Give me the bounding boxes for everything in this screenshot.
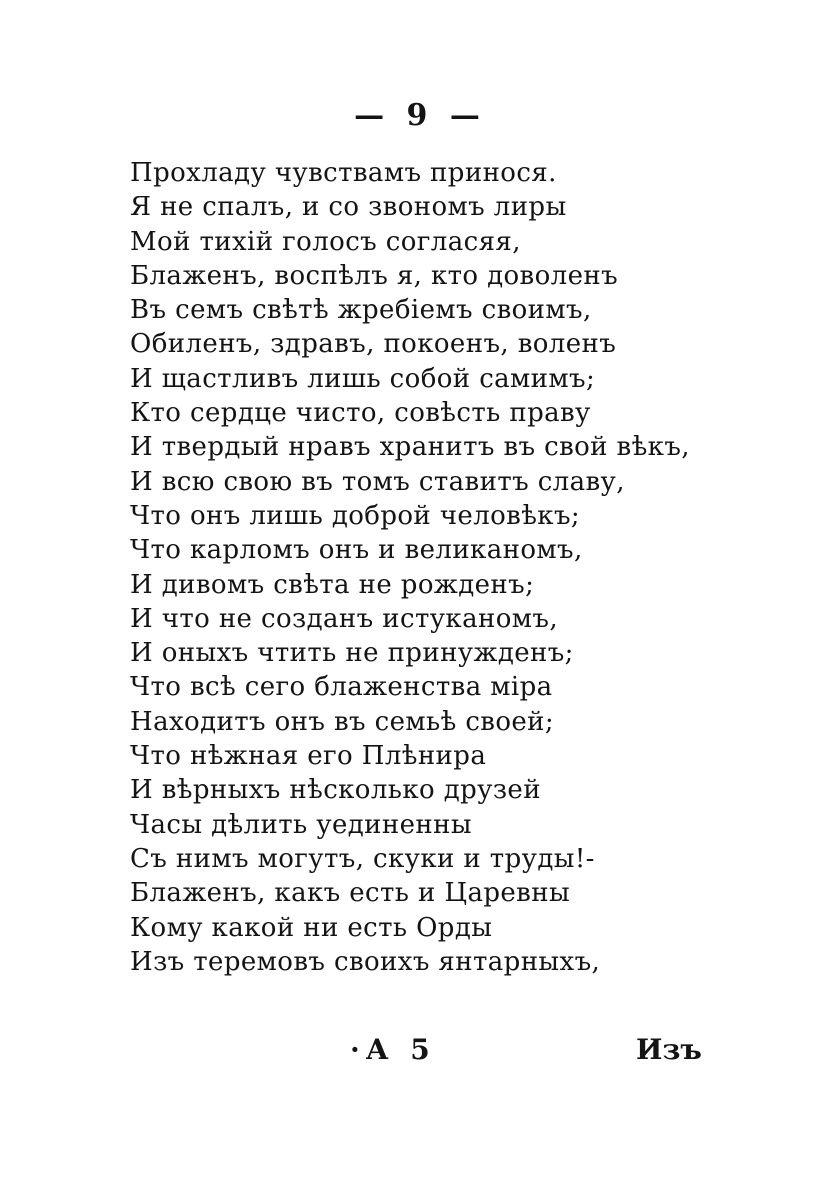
poem-line: Мой тихій голосъ согласяя, — [130, 226, 521, 257]
poem-line: Изъ теремовъ своихъ янтарныхъ, — [130, 946, 601, 977]
poem-line: Что карломъ онъ и великаномъ, — [130, 535, 583, 566]
poem-line: Обиленъ, здравъ, покоенъ, воленъ — [130, 329, 617, 360]
poem-line: И вѣрныхъ нѣсколько друзей — [130, 775, 541, 806]
poem-line: Кому какой ни есть Орды — [130, 912, 493, 943]
poem-line: Я не спалъ, и со звономъ лиры — [130, 192, 567, 223]
poem-line: Кто сердце чисто, совѣсть праву — [130, 398, 591, 429]
catchword: Изъ — [636, 1033, 702, 1066]
poem-text — [130, 156, 730, 979]
poem-line: Что всѣ сего блаженства міра — [130, 672, 553, 703]
poem-line: И щастливъ лишь собой самимъ; — [130, 363, 596, 394]
signature-mark: ·А 5 — [350, 1033, 436, 1066]
poem-line: Блаженъ, воспѣлъ я, кто доволенъ — [130, 260, 619, 291]
poem-line: И оныхъ чтить не принужденъ; — [130, 638, 574, 669]
poem-line: Что онъ лишь доброй человѣкъ; — [130, 500, 581, 531]
poem-line: Находитъ онъ въ семьѣ своей; — [130, 706, 555, 737]
poem-line: Блаженъ, какъ есть и Царевны — [130, 878, 571, 909]
poem-line: Что нѣжная его Плѣнира — [130, 741, 487, 772]
poem-line: И дивомъ свѣта не рожденъ; — [130, 569, 535, 600]
poem-line: И всю свою въ томъ ставитъ славу, — [130, 466, 625, 497]
poem-line: Въ семъ свѣтѣ жребіемъ своимъ, — [130, 295, 592, 326]
page-number-header: — 9 — — [354, 98, 486, 133]
poem-line: Съ нимъ могутъ, скуки и труды!- — [130, 843, 595, 874]
poem-line: Часы дѣлить уединенны — [130, 809, 472, 840]
poem-line: И твердый нравъ хранитъ въ свой вѣкъ, — [130, 432, 690, 463]
poem-line: И что не созданъ истуканомъ, — [130, 603, 558, 634]
poem-line: Прохладу чувствамъ принося. — [130, 158, 557, 188]
